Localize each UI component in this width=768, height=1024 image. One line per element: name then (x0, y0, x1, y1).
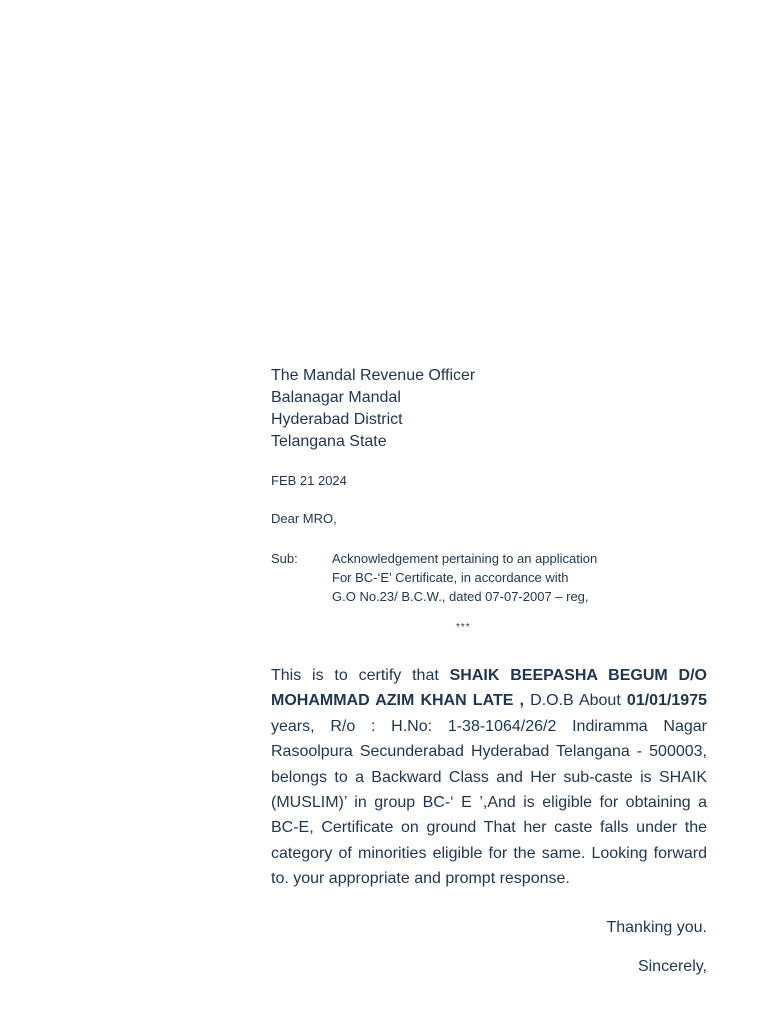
dob-value: 01/01/1975 (626, 692, 707, 710)
applicant-name: SHAIK BEEPASHA BEGUM D/O MOHAMMAD AZIM KHAN LATE , (271, 667, 707, 710)
address-line-2: Balanagar Mandal (271, 389, 401, 406)
salutation: Dear MRO, (271, 511, 337, 526)
dob-label: D.O.B About (530, 692, 627, 710)
subject-line-3: G.O No.23/ B.C.W., dated 07-07-2007 – reg, (332, 589, 589, 604)
subject-text (332, 549, 712, 606)
body-rest: years, R/o : H.No: 1-38-1064/26/2 Indiramma Nagar Rasoolpura Secunderabad Hyderabad Telangana - 500003, belongs to a Backward Class and Her sub-caste is SHAIK (MUSLIM)’ in group BC-‘ E ’,And is eligible for obtaining a BC-E, Certificate on ground That her caste falls under the category of minorities eligible for the same. Looking forward to. your appropriate and prompt response. (271, 717, 707, 888)
separator-stars: *** (456, 622, 471, 633)
address-line-4: Telangana State (271, 433, 387, 450)
letter-body (271, 663, 707, 892)
address-line-3: Hyderabad District (271, 411, 403, 428)
thanking-line: Thanking you. (606, 919, 707, 936)
subject-label: Sub: (271, 551, 298, 566)
subject-line-2: For BC-‘E’ Certificate, in accordance with (332, 570, 569, 585)
address-line-1: The Mandal Revenue Officer (271, 367, 476, 384)
recipient-address (271, 365, 475, 453)
subject-line-1: Acknowledgement pertaining to an application (332, 551, 598, 566)
letter-date: FEB 21 2024 (271, 473, 347, 488)
sign-off: Sincerely, (637, 958, 707, 975)
body-intro: This is to certify that (271, 667, 450, 684)
